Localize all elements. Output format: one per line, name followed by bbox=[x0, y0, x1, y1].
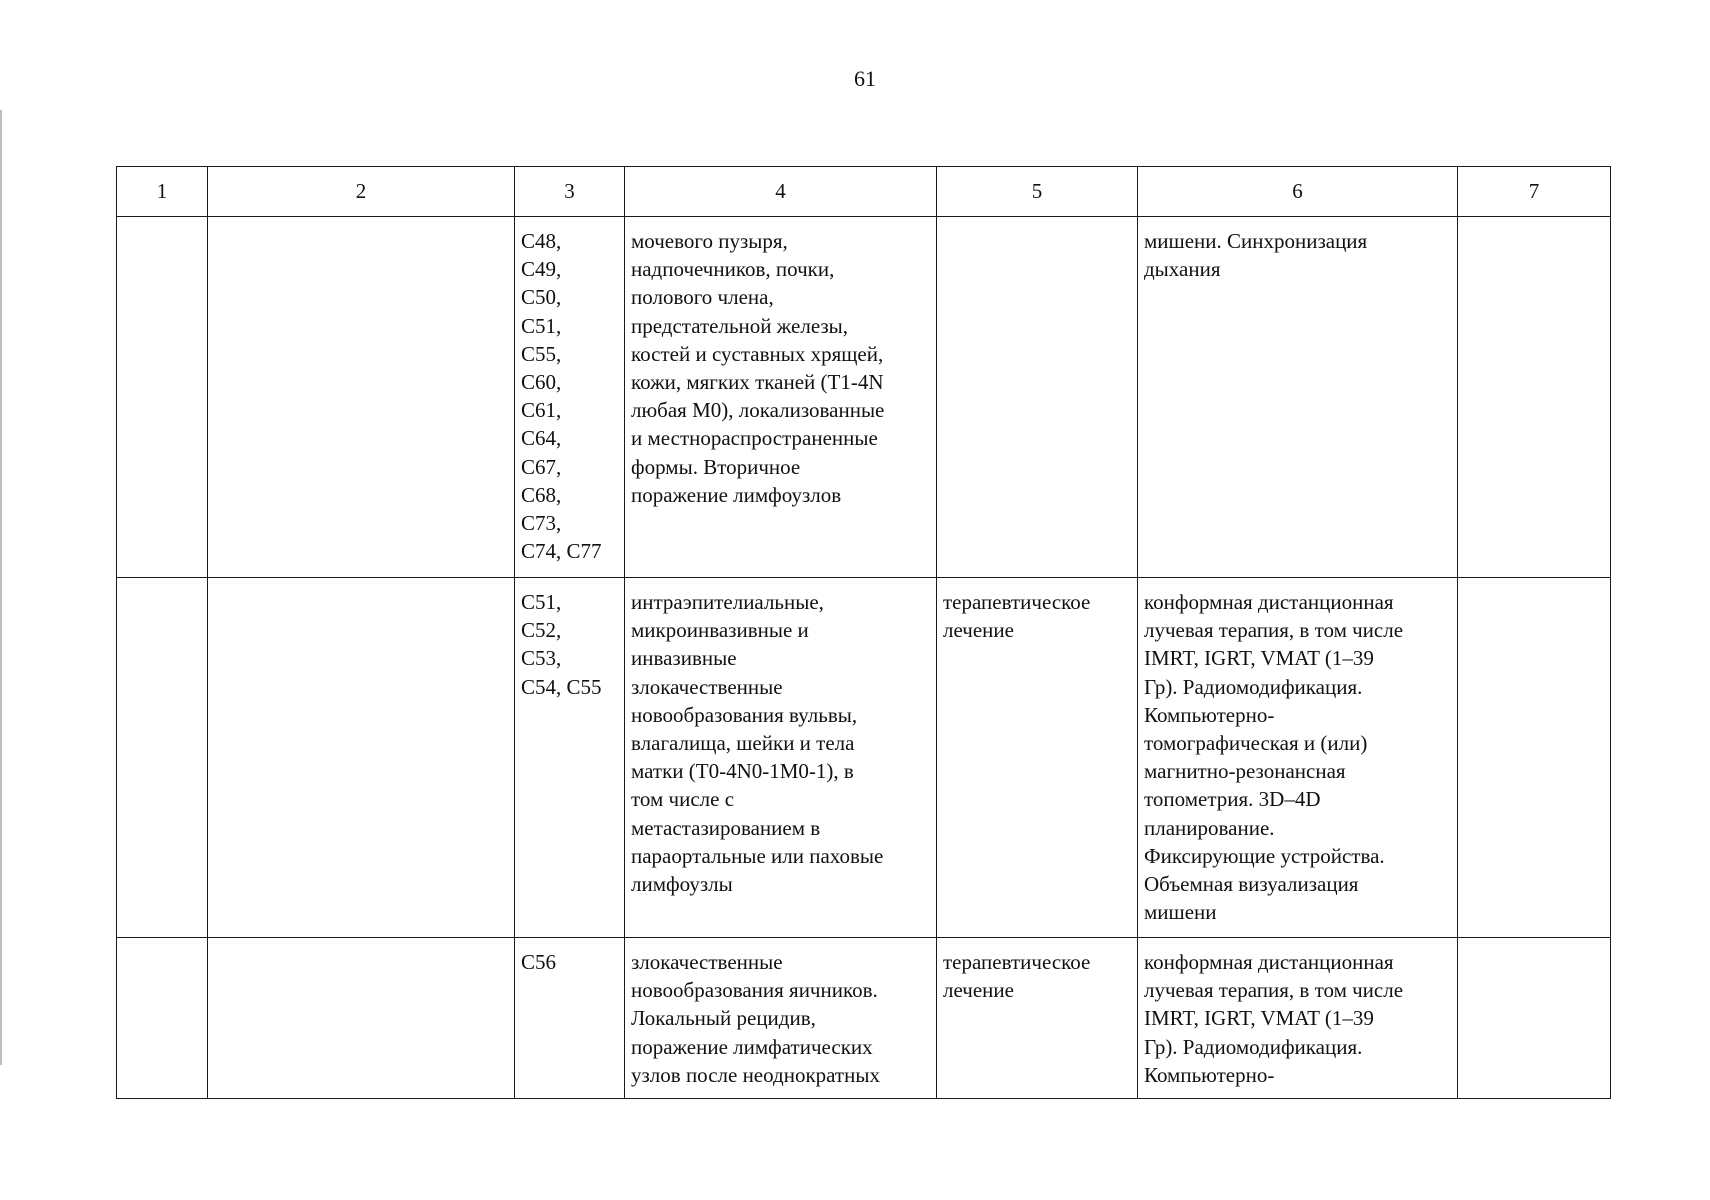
header-cell-6: 6 bbox=[1138, 167, 1458, 217]
table-cell-icd-codes: C51, C52, C53, C54, C55 bbox=[515, 578, 625, 938]
table-cell-icd-codes: C48, C49, C50, C51, C55, C60, C61, C64, C67, C68, C73, C74, C77 bbox=[515, 217, 625, 578]
table-cell-treatment-type: терапевтическое лечение bbox=[937, 578, 1138, 938]
table-cell-treatment-type bbox=[937, 217, 1138, 578]
table-cell-method: мишени. Синхронизация дыхания bbox=[1138, 217, 1458, 578]
document-table bbox=[116, 166, 1611, 1099]
scan-edge-line bbox=[0, 110, 2, 1065]
header-cell-2: 2 bbox=[208, 167, 515, 217]
header-cell-4: 4 bbox=[625, 167, 937, 217]
table-cell-col2 bbox=[208, 578, 515, 938]
table-cell-col1 bbox=[117, 217, 208, 578]
page-number: 61 bbox=[854, 66, 876, 91]
table-row bbox=[117, 938, 1611, 1099]
table-cell-method: конформная дистанционная лучевая терапия, в том числе IMRT, IGRT, VMAT (1–39 Гр). Радиомодификация. Компьютерно- томографическая и (или) магнитно-резонансная топометрия. 3D–4D планирование. Фиксирующие устройства. Объемная визуализация мишени bbox=[1138, 578, 1458, 938]
table-cell-col7 bbox=[1458, 938, 1611, 1099]
table-cell-col7 bbox=[1458, 578, 1611, 938]
header-cell-3: 3 bbox=[515, 167, 625, 217]
header-cell-5: 5 bbox=[937, 167, 1138, 217]
table-cell-treatment-type: терапевтическое лечение bbox=[937, 938, 1138, 1099]
table-cell-col2 bbox=[208, 217, 515, 578]
table-row bbox=[117, 217, 1611, 578]
table-cell-description: злокачественные новообразования яичников. Локальный рецидив, поражение лимфатических узлов после неоднократных bbox=[625, 938, 937, 1099]
table-row bbox=[117, 578, 1611, 938]
table-cell-description: мочевого пузыря, надпочечников, почки, полового члена, предстательной железы, костей и суставных хрящей, кожи, мягких тканей (T1-4N любая M0), локализованные и местнораспространенные формы. Вторичное поражение лимфоузлов bbox=[625, 217, 937, 578]
table-cell-icd-codes: C56 bbox=[515, 938, 625, 1099]
table-cell-col1 bbox=[117, 938, 208, 1099]
table-cell-col7 bbox=[1458, 217, 1611, 578]
header-cell-1: 1 bbox=[117, 167, 208, 217]
table-cell-description: интраэпителиальные, микроинвазивные и инвазивные злокачественные новообразования вульвы, влагалища, шейки и тела матки (T0-4N0-1M0-1), в том числе с метастазированием в параортальные или паховые лимфоузлы bbox=[625, 578, 937, 938]
table-cell-col1 bbox=[117, 578, 208, 938]
table-cell-col2 bbox=[208, 938, 515, 1099]
table-header-row bbox=[117, 167, 1611, 217]
header-cell-7: 7 bbox=[1458, 167, 1611, 217]
table-cell-method: конформная дистанционная лучевая терапия, в том числе IMRT, IGRT, VMAT (1–39 Гр). Радиомодификация. Компьютерно- bbox=[1138, 938, 1458, 1099]
